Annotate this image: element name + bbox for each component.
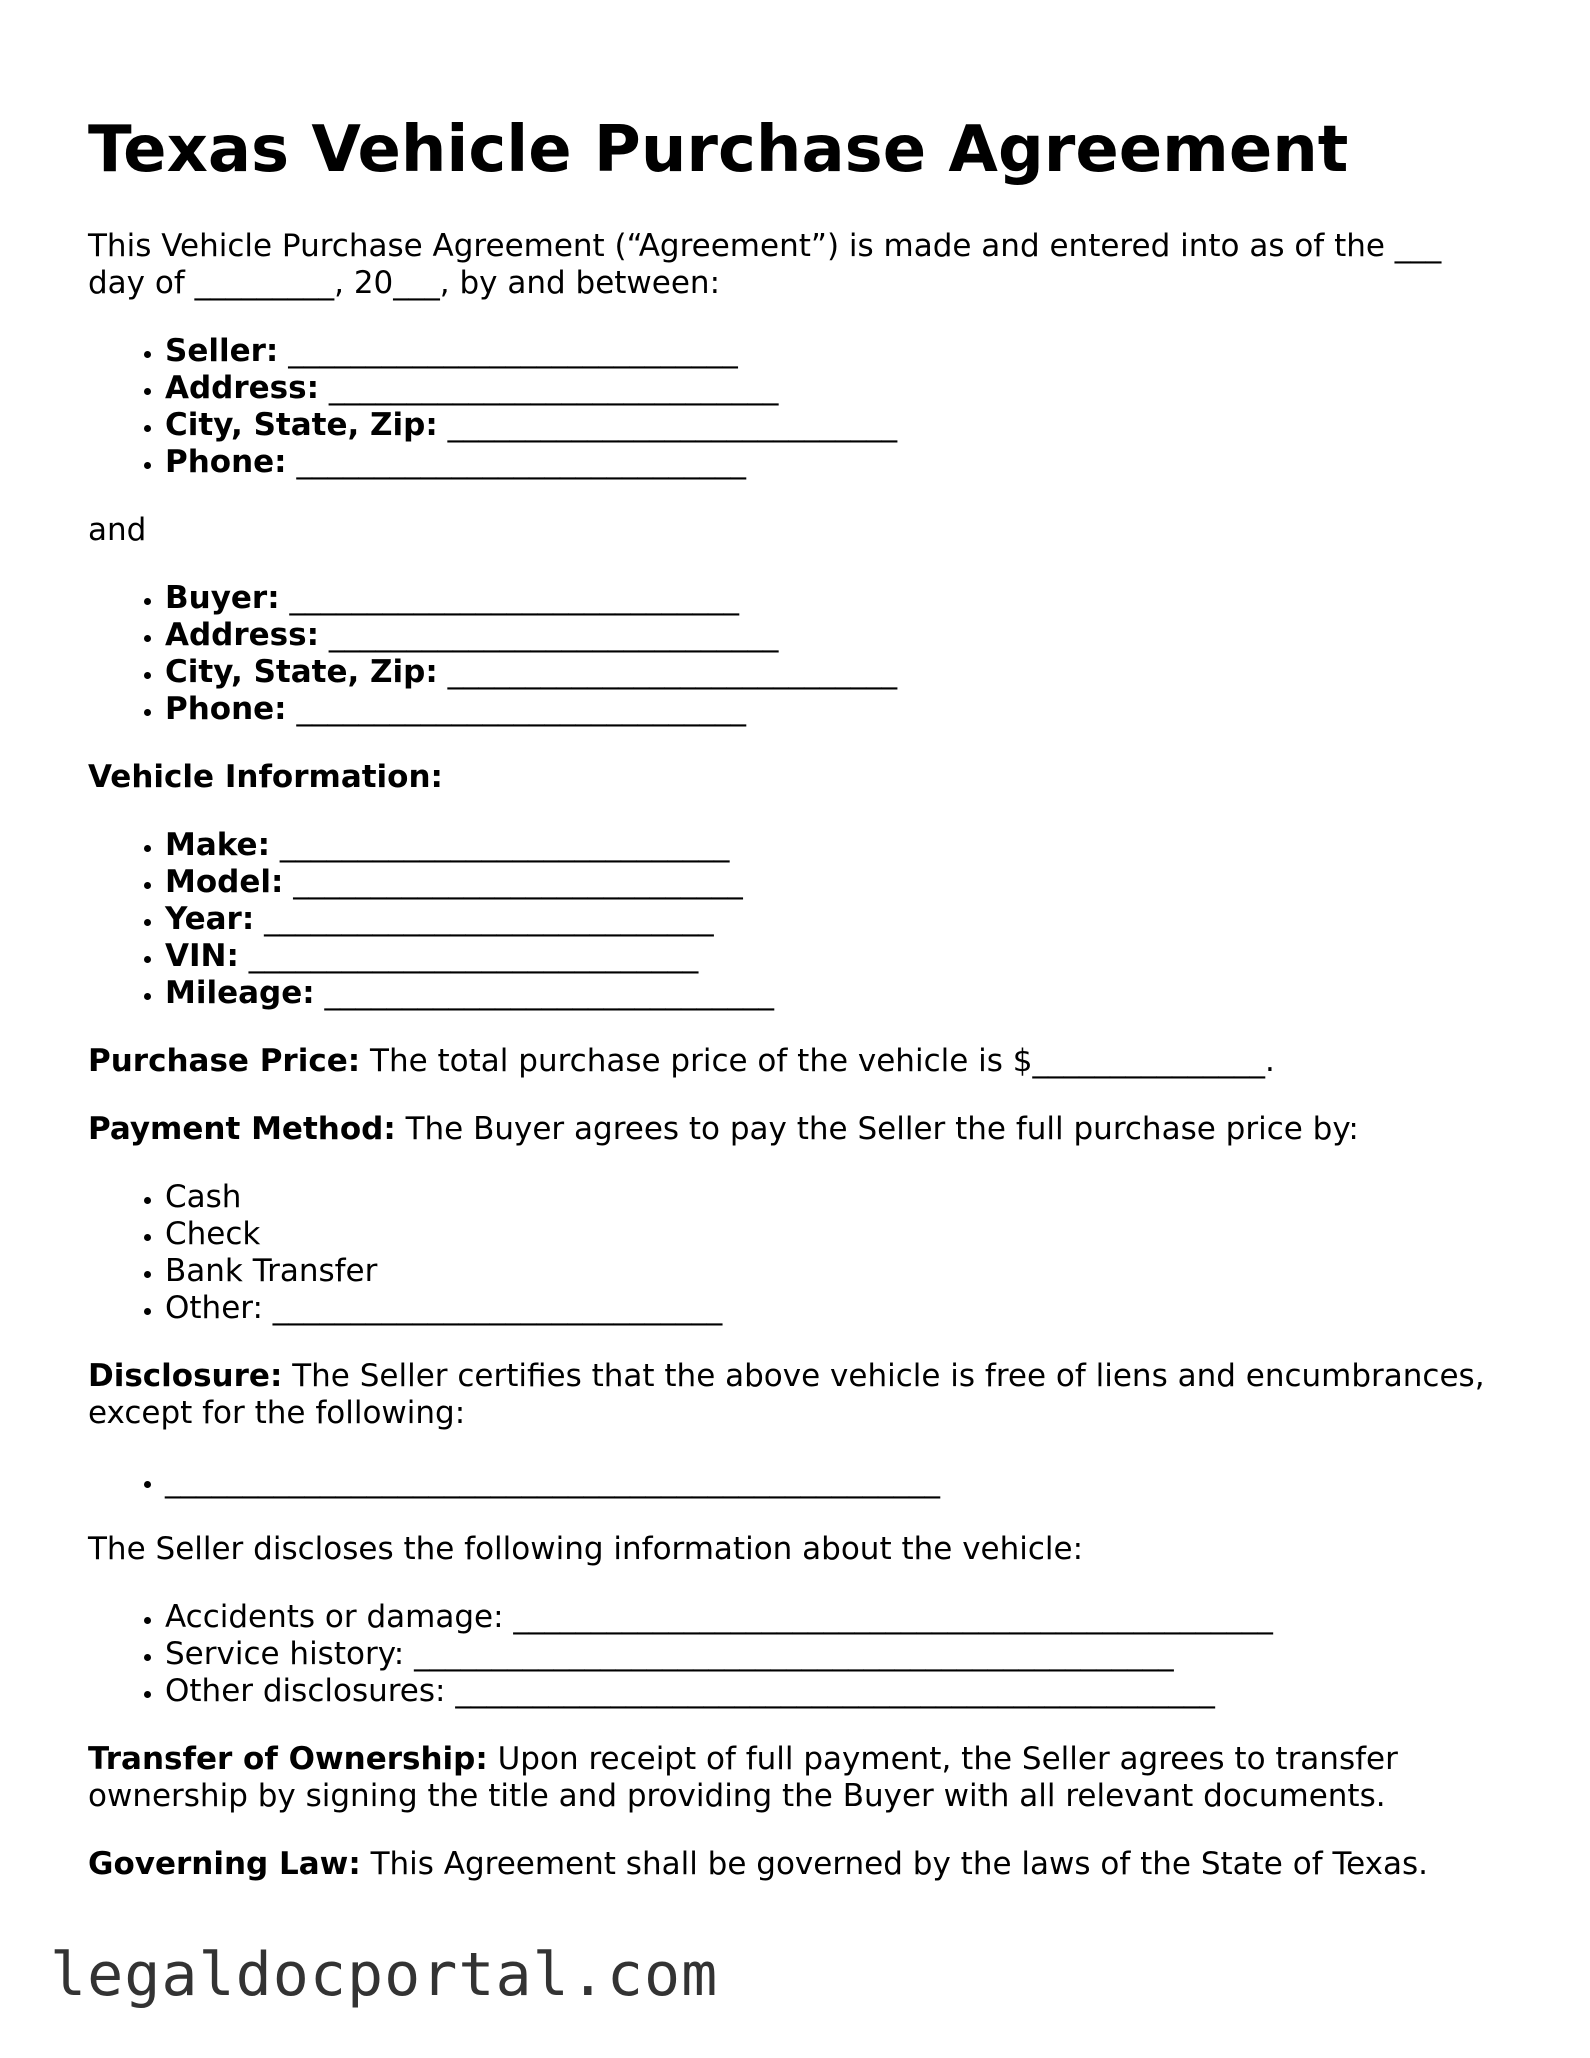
other-disclosures-field: • Other disclosures: _________________________________________________ xyxy=(165,1673,1508,1710)
buyer-city-field: • City, State, Zip: _____________________________ xyxy=(165,654,1508,691)
liens-blank-field: • __________________________________________________ xyxy=(165,1463,1508,1500)
payment-option-bank-transfer: • Bank Transfer xyxy=(165,1253,1508,1290)
buyer-info-list xyxy=(88,580,1508,728)
accidents-field: • Accidents or damage: _________________________________________________ xyxy=(165,1599,1508,1636)
intro-paragraph: This Vehicle Purchase Agreement (“Agreement”) is made and entered into as of the ___ day of _________, 20___, by and between: xyxy=(88,228,1442,301)
vehicle-heading: Vehicle Information: xyxy=(88,759,443,795)
buyer-phone-field: • Phone: _____________________________ xyxy=(165,691,1508,728)
payment-option-cash: • Cash xyxy=(165,1179,1508,1216)
seller-info-list xyxy=(88,333,1508,481)
service-history-field: • Service history: _________________________________________________ xyxy=(165,1636,1508,1673)
vehicle-model-field: • Model: _____________________________ xyxy=(165,864,1508,901)
payment-option-check: • Check xyxy=(165,1216,1508,1253)
watermark-text: legaldocportal.com xyxy=(50,1940,719,2010)
document-title: Texas Vehicle Purchase Agreement xyxy=(88,113,1349,187)
liens-list xyxy=(88,1463,1508,1500)
and-text: and xyxy=(88,512,147,548)
disclosure-intro-paragraph: The Seller discloses the following information about the vehicle: xyxy=(88,1531,1084,1567)
vehicle-year-field: • Year: _____________________________ xyxy=(165,901,1508,938)
document-body xyxy=(88,228,1508,1914)
disclosure-paragraph: Disclosure: The Seller certifies that the above vehicle is free of liens and encumbrances, except for the following: xyxy=(88,1358,1485,1431)
governing-law-paragraph: Governing Law: This Agreement shall be governed by the laws of the State of Texas. xyxy=(88,1846,1429,1882)
vehicle-disclosures-list xyxy=(88,1599,1508,1710)
payment-option-other: • Other: _____________________________ xyxy=(165,1290,1508,1327)
payment-options-list xyxy=(88,1179,1508,1327)
seller-name-field: • Seller: _____________________________ xyxy=(165,333,1508,370)
vehicle-mileage-field: • Mileage: _____________________________ xyxy=(165,975,1508,1012)
purchase-price-paragraph: Purchase Price: The total purchase price of the vehicle is $_______________. xyxy=(88,1043,1275,1079)
payment-method-paragraph: Payment Method: The Buyer agrees to pay the Seller the full purchase price by: xyxy=(88,1111,1359,1147)
buyer-name-field: • Buyer: _____________________________ xyxy=(165,580,1508,617)
seller-city-field: • City, State, Zip: _____________________________ xyxy=(165,407,1508,444)
vehicle-make-field: • Make: _____________________________ xyxy=(165,827,1508,864)
buyer-address-field: • Address: _____________________________ xyxy=(165,617,1508,654)
transfer-ownership-paragraph: Transfer of Ownership: Upon receipt of full payment, the Seller agrees to transfer ownership by signing the title and providing the Buyer with all relevant documents. xyxy=(88,1741,1398,1814)
vehicle-vin-field: • VIN: _____________________________ xyxy=(165,938,1508,975)
seller-address-field: • Address: _____________________________ xyxy=(165,370,1508,407)
vehicle-info-list xyxy=(88,827,1508,1012)
seller-phone-field: • Phone: _____________________________ xyxy=(165,444,1508,481)
